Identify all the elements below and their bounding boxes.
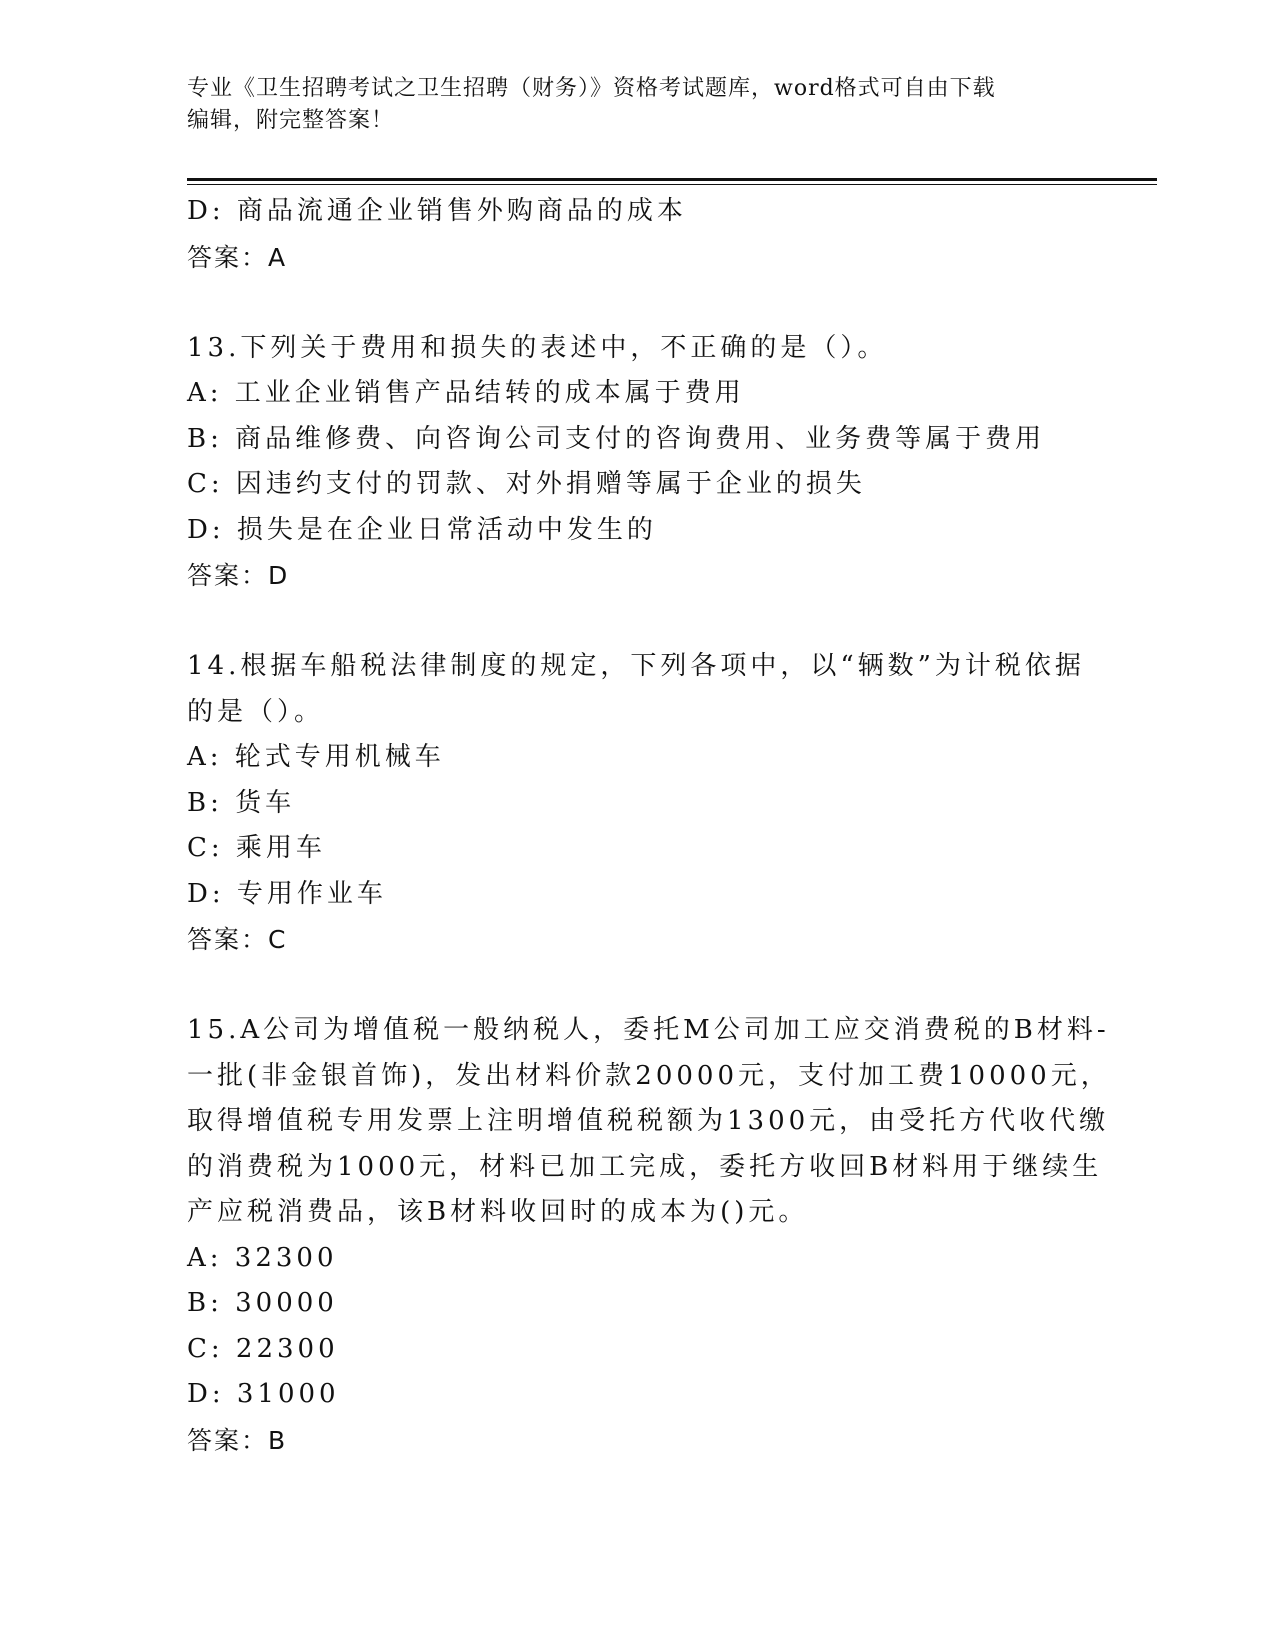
header-line-2: 编辑，附完整答案！: [187, 108, 395, 133]
question-stem: 13.下列关于费用和损失的表述中，不正确的是（）。: [187, 332, 888, 363]
spacer: [187, 599, 1087, 645]
spacer: [187, 963, 1087, 1009]
question-stem-line-5: 产应税消费品，该B材料收回时的成本为()元。: [187, 1197, 809, 1227]
question-stem-line-4: 的消费税为1000元，材料已加工完成，委托方收回B材料用于继续生: [187, 1151, 1103, 1182]
question-15: [187, 1008, 1111, 1463]
option-a: A: 工业企业销售产品结转的成本属于费用: [187, 378, 745, 408]
header-divider-thick: [187, 178, 1157, 181]
header-line-1: 专业《卫生招聘考试之卫生招聘（财务）》资格考试题库，word格式可自由下载: [187, 76, 996, 101]
answer-line: 答案：B: [187, 1425, 288, 1455]
option-c: C: 22300: [187, 1333, 339, 1364]
option-d: D: 专用作业车: [187, 878, 387, 909]
document-header: [187, 73, 1067, 137]
option-d: D: 31000: [187, 1379, 340, 1409]
question-stem-line-2: 的是（）。: [187, 696, 325, 727]
question-14: [187, 644, 1087, 963]
answer-line: 答案：C: [187, 925, 288, 954]
question-13: [187, 326, 1087, 599]
answer-line: 答案：A: [187, 242, 288, 272]
option-c: C: 因违约支付的罚款、对外捐赠等属于企业的损失: [187, 469, 866, 499]
option-a: A: 32300: [187, 1242, 338, 1273]
option-b: B: 商品维修费、向咨询公司支付的咨询费用、业务费等属于费用: [187, 423, 1046, 454]
question-list: [187, 189, 1111, 1463]
option-d: D: 损失是在企业日常活动中发生的: [187, 514, 657, 545]
option-b: B: 30000: [187, 1288, 338, 1318]
question-stem-line-3: 取得增值税专用发票上注明增值税税额为1300元，由受托方代收代缴: [187, 1106, 1110, 1136]
question-stem-line-1: 15.A公司为增值税一般纳税人，委托M公司加工应交消费税的B材料-: [187, 1015, 1110, 1045]
option-d: D: 商品流通企业销售外购商品的成本: [187, 196, 687, 226]
option-b: B: 货车: [187, 787, 296, 818]
answer-line: 答案：D: [187, 561, 290, 590]
header-divider-thin: [187, 184, 1157, 185]
option-a: A: 轮式专用机械车: [187, 742, 445, 772]
previous-question-tail: [187, 189, 1087, 280]
question-stem-line-1: 14.根据车船税法律制度的规定，下列各项中，以“辆数”为计税依据: [187, 651, 1085, 681]
option-c: C: 乘用车: [187, 833, 326, 863]
question-stem-line-2: 一批(非金银首饰)，发出材料价款20000元，支付加工费10000元，: [187, 1060, 1111, 1091]
spacer: [187, 280, 1087, 326]
